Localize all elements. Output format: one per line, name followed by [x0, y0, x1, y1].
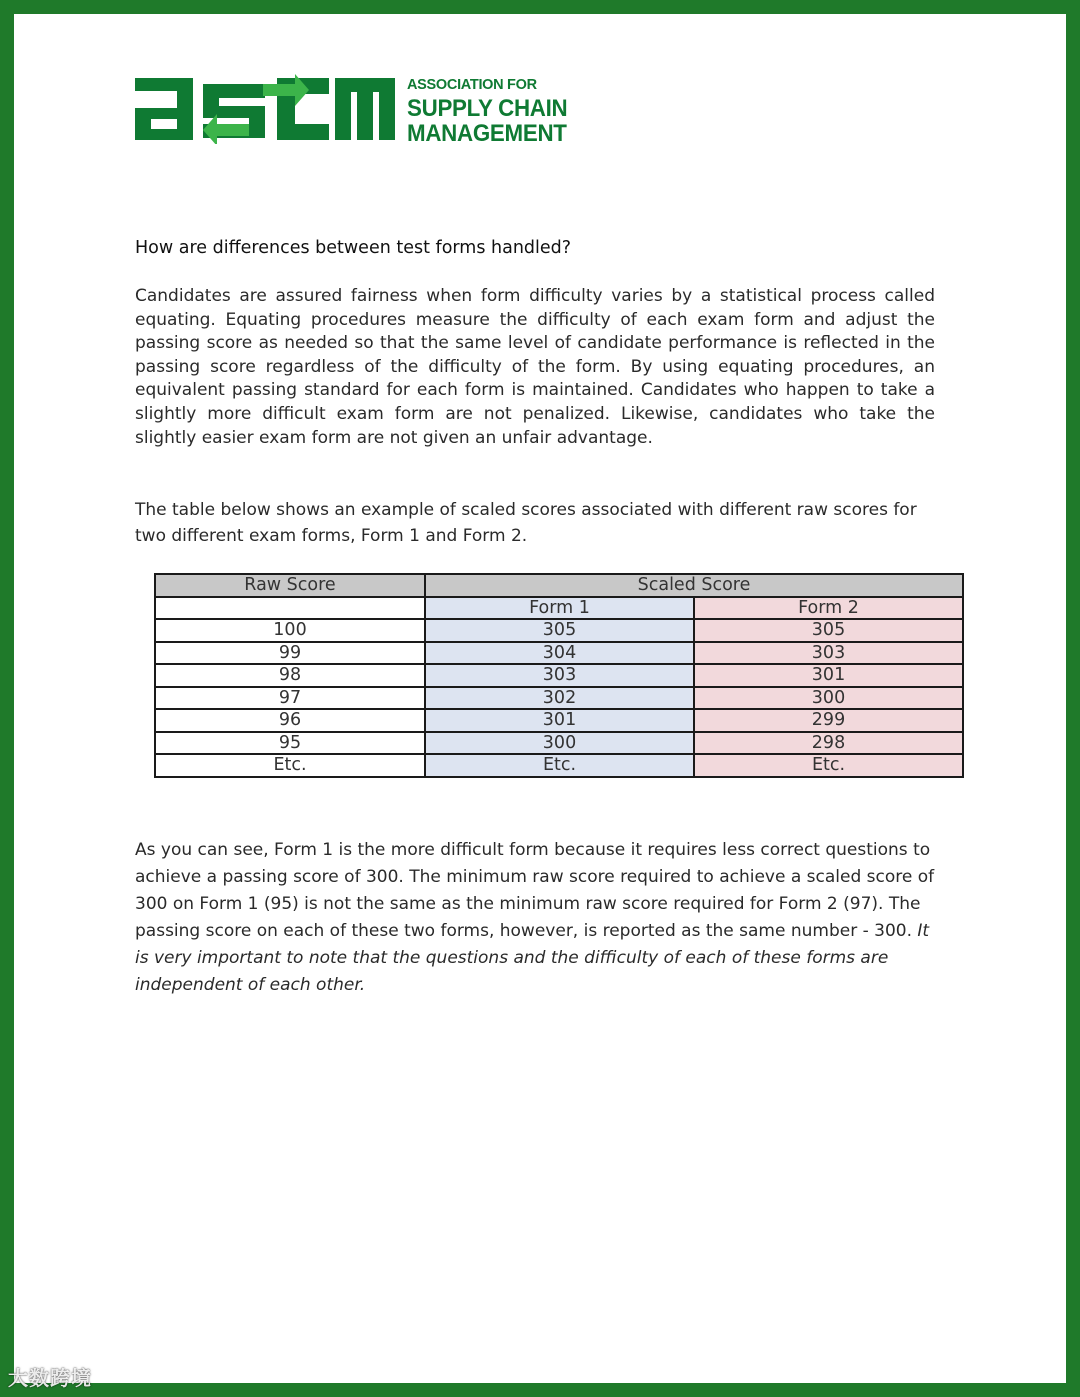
cell-form2: 300 — [694, 687, 963, 710]
watermark: 大数跨境 — [8, 1366, 92, 1390]
cell-raw: Etc. — [155, 754, 425, 777]
cell-form1: 300 — [425, 732, 694, 755]
paragraph-table-intro: The table below shows an example of scaled scores associated with different raw scores for two different exam forms, Form 1 and Form 2. — [135, 500, 917, 546]
table-row — [155, 687, 963, 710]
section-heading: How are differences between test forms handled? — [135, 238, 572, 258]
logo-line-association: ASSOCIATION FOR — [407, 77, 537, 93]
table-header-row — [155, 574, 963, 597]
cell-form2: 305 — [694, 619, 963, 642]
cell-form1: 305 — [425, 619, 694, 642]
table-row — [155, 732, 963, 755]
cell-form2: 303 — [694, 642, 963, 665]
table-row — [155, 664, 963, 687]
cell-form2: Etc. — [694, 754, 963, 777]
table-row — [155, 619, 963, 642]
header-raw-score: Raw Score — [155, 574, 425, 597]
table-row — [155, 754, 963, 777]
cell-form1: 304 — [425, 642, 694, 665]
logo-line-management: MANAGEMENT — [407, 119, 567, 147]
cell-form1: Etc. — [425, 754, 694, 777]
cell-raw: 99 — [155, 642, 425, 665]
table-row — [155, 709, 963, 732]
cell-raw: 97 — [155, 687, 425, 710]
paragraph-conclusion — [135, 837, 935, 999]
cell-raw: 98 — [155, 664, 425, 687]
logo-line-supply-chain: SUPPLY CHAIN — [407, 94, 568, 122]
cell-form1: 301 — [425, 709, 694, 732]
paragraph-equating: Candidates are assured fairness when form difficulty varies by a statistical process called equating. Equating procedures measure the difficulty of each exam form and adjust the passing score as needed so that the same level of candidate performance is reflected in the passing score regardless of the difficulty of the form. By using equating procedures, an equivalent passing standard for each form is maintained. Candidates who happen to take a slightly more difficult exam form are not penalized. Likewise, candidates who take the slightly easier exam form are not given an unfair advantage. — [135, 286, 935, 448]
cell-form1: 302 — [425, 687, 694, 710]
subheader-form1: Form 1 — [425, 597, 694, 620]
header-scaled-score: Scaled Score — [425, 574, 963, 597]
cell-raw: 96 — [155, 709, 425, 732]
cell-raw: 95 — [155, 732, 425, 755]
logo-text — [407, 78, 579, 146]
cell-form2: 298 — [694, 732, 963, 755]
table-row — [155, 642, 963, 665]
cell-form1: 303 — [425, 664, 694, 687]
table-subheader-row — [155, 597, 963, 620]
cell-form2: 301 — [694, 664, 963, 687]
cell-raw: 100 — [155, 619, 425, 642]
cell-form2: 299 — [694, 709, 963, 732]
scaled-score-table — [154, 573, 964, 778]
conclusion-text: As you can see, Form 1 is the more difficult form because it requires less correct questions to achieve a passing score of 300. The minimum raw score required to achieve a scaled score of 300 on Form 1 (95) is not the same as the minimum raw score required for Form 2 (97). The passing score on each of these two forms, however, is reported as the same number - 300. — [135, 840, 935, 941]
subheader-form2: Form 2 — [694, 597, 963, 620]
subheader-blank — [155, 597, 425, 620]
conclusion-italic-note: It is very important to note that the questions and the difficulty of each of these forms are independent of each other. — [135, 921, 930, 995]
